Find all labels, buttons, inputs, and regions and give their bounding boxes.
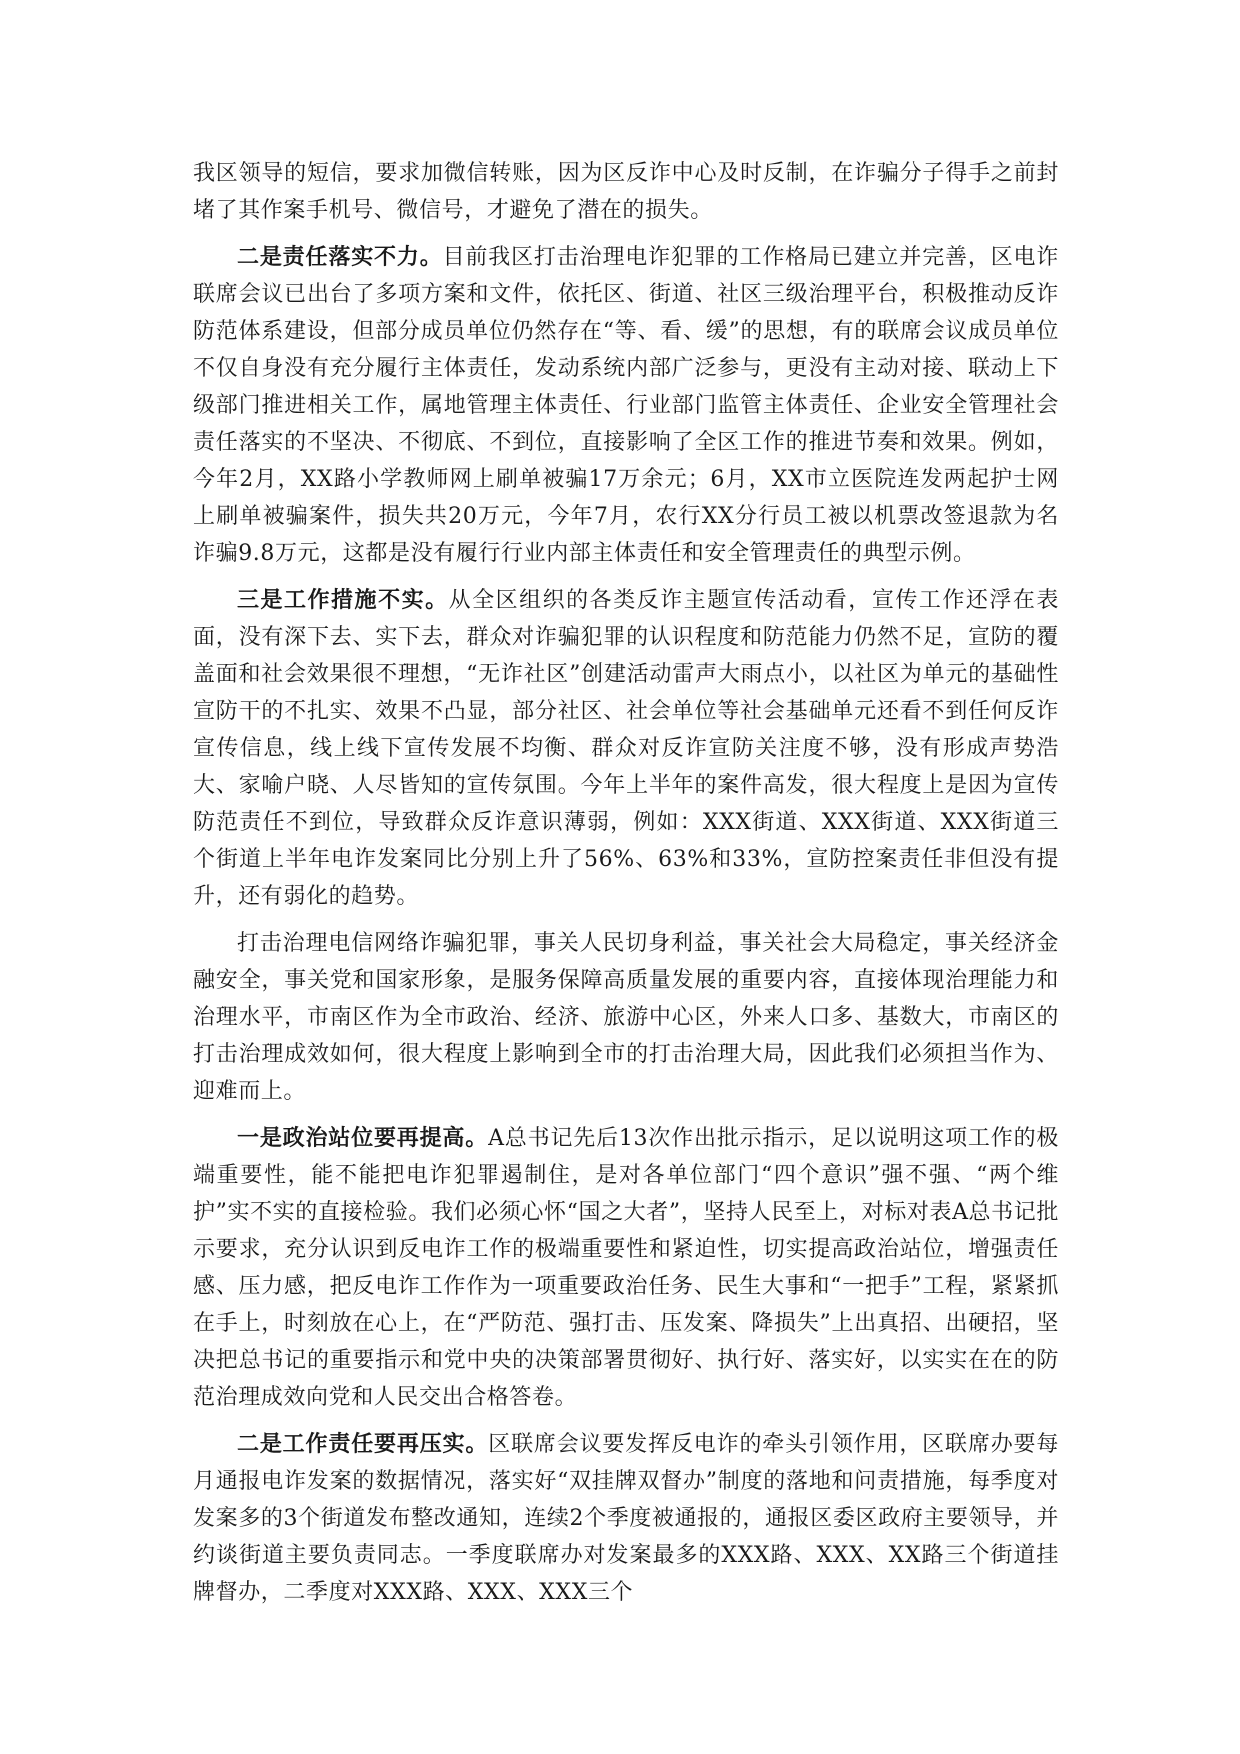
paragraph-lead: 一是政治站位要再提高。 <box>237 1125 489 1151</box>
paragraph-measures <box>193 582 1059 915</box>
paragraph-continuation <box>193 155 1059 229</box>
paragraph-lead: 三是工作措施不实。 <box>237 587 449 613</box>
paragraph-text: 从全区组织的各类反诈主题宣传活动看，宣传工作还浮在表面，没有深下去、实下去，群众对诈骗犯罪的认识程度和防范能力仍然不足，宣防的覆盖面和社会效果很不理想，“无诈社区”创建活动雷声大雨点小，以社区为单元的基础性宣防干的不扎实、效果不凸显，部分社区、社会单位等社会基础单元还看不到任何反诈宣传信息，线上线下宣传发展不均衡、群众对反诈宣防关注度不够，没有形成声势浩大、家喻户晓、人尽皆知的宣传氛围。今年上半年的案件高发，很大程度上是因为宣传防范责任不到位，导致群众反诈意识薄弱，例如：XXX街道、XXX街道、XXX街道三个街道上半年电诈发案同比分别上升了56%、63%和33%，宣防控案责任非但没有提升，还有弱化的趋势。 <box>193 588 1059 909</box>
paragraph-text: 我区领导的短信，要求加微信转账，因为区反诈中心及时反制，在诈骗分子得手之前封堵了其作案手机号、微信号，才避免了潜在的损失。 <box>193 161 1059 223</box>
paragraph-responsibility <box>193 239 1059 572</box>
paragraph-lead: 二是工作责任要再压实。 <box>237 1431 489 1457</box>
paragraph-text: 区联席会议要发挥反电诈的牵头引领作用，区联席办要每月通报电诈发案的数据情况，落实好“双挂牌双督办”制度的落地和问责措施，每季度对发案多的3个街道发布整改通知，连续2个季度被通报的，通报区委区政府主要领导，并约谈街道主要负责同志。一季度联席办对发案最多的XXX路、XXX、XX路三个街道挂牌督办，二季度对XXX路、XXX、XXX三个 <box>193 1432 1059 1605</box>
paragraph-text: A总书记先后13次作出批示指示，足以说明这项工作的极端重要性，能不能把电诈犯罪遏制住，是对各单位部门“四个意识”强不强、“两个维护”实不实的直接检验。我们必须心怀“国之大者”，坚持人民至上，对标对表A总书记批示要求，充分认识到反电诈工作的极端重要性和紧迫性，切实提高政治站位，增强责任感、压力感，把反电诈工作作为一项重要政治任务、民生大事和“一把手”工程，紧紧抓在手上，时刻放在心上，在“严防范、强打击、压发案、降损失”上出真招、出硬招，坚决把总书记的重要指示和党中央的决策部署贯彻好、执行好、落实好，以实实在在的防范治理成效向党和人民交出合格答卷。 <box>193 1126 1059 1410</box>
paragraph-political-stance <box>193 1120 1059 1416</box>
paragraph-text: 目前我区打击治理电诈犯罪的工作格局已建立并完善，区电诈联席会议已出台了多项方案和文件，依托区、街道、社区三级治理平台，积极推动反诈防范体系建设，但部分成员单位仍然存在“等、看、缓”的思想，有的联席会议成员单位不仅自身没有充分履行主体责任，发动系统内部广泛参与，更没有主动对接、联动上下级部门推进相关工作，属地管理主体责任、行业部门监管主体责任、企业安全管理社会责任落实的不坚决、不彻底、不到位，直接影响了全区工作的推进节奏和效果。例如，今年2月，XX路小学教师网上刷单被骗17万余元；6月，XX市立医院连发两起护士网上刷单被骗案件，损失共20万元，今年7月，农行XX分行员工被以机票改签退款为名诈骗9.8万元，这都是没有履行行业内部主体责任和安全管理责任的典型示例。 <box>193 245 1059 566</box>
paragraph-lead: 二是责任落实不力。 <box>237 244 443 270</box>
paragraph-overview <box>193 925 1059 1110</box>
paragraph-work-responsibility <box>193 1426 1059 1611</box>
paragraph-text: 打击治理电信网络诈骗犯罪，事关人民切身利益，事关社会大局稳定，事关经济金融安全，事关党和国家形象，是服务保障高质量发展的重要内容，直接体现治理能力和治理水平，市南区作为全市政治、经济、旅游中心区，外来人口多、基数大，市南区的打击治理成效如何，很大程度上影响到全市的打击治理大局，因此我们必须担当作为、迎难而上。 <box>193 931 1059 1104</box>
document-page <box>193 155 1059 1611</box>
